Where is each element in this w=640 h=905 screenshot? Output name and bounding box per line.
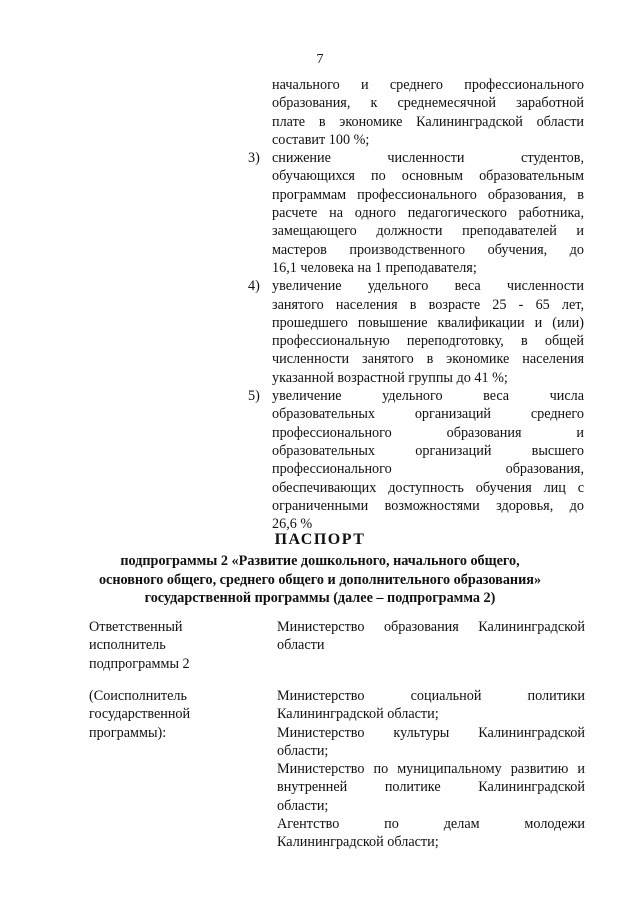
text-line: численности занятого в экономике населения: [272, 351, 584, 368]
text-line: увеличение удельного веса числа: [272, 388, 584, 405]
list-item-3: [248, 149, 584, 277]
text-line: расчете на одного педагогического работника,: [272, 205, 584, 222]
text-line: начального и среднего профессионального: [272, 77, 584, 93]
text-line: профессионального образования,: [272, 461, 584, 478]
text-line: подпрограммы 2: [89, 655, 190, 672]
text-line: составит 100 %;: [272, 131, 370, 148]
text-line: 26,6 %: [272, 516, 313, 533]
passport-row-value: [277, 618, 585, 655]
text-line: Министерство культуры Калининградской: [277, 724, 585, 741]
text-line: снижение численности студентов,: [272, 150, 584, 167]
passport-row-label: [89, 618, 239, 673]
text-line: занятого населения в возрасте 25 - 65 лет,: [272, 296, 584, 313]
passport-row-label: [89, 687, 239, 742]
text-line: 16,1 человека на 1 преподавателя;: [272, 259, 477, 276]
text-line: исполнитель: [89, 637, 166, 654]
text-line: (Соисполнитель: [89, 688, 187, 704]
page-number: 7: [316, 52, 324, 67]
text-line: ограниченными возможностями здоровья, до: [272, 497, 584, 514]
text-line: образовательных организаций высшего: [272, 442, 584, 459]
text-line: замещающего должности преподавателей и: [272, 223, 584, 240]
text-line: профессиональную переподготовку, в общей: [272, 333, 584, 350]
list-marker: 4): [248, 278, 260, 295]
text-line: обеспечивающих доступность обучения лиц с: [272, 479, 584, 496]
text-line: Министерство образования Калининградской: [277, 619, 585, 635]
text-line: Агентство по делам молодежи: [277, 816, 585, 833]
text-line: программам профессионального образования, в: [272, 186, 584, 203]
passport-subtitle-line: основного общего, среднего общего и дополнительного образования»: [98, 571, 542, 588]
passport-heading: [0, 530, 640, 608]
numbered-list: [248, 76, 584, 533]
text-line: прошедшего повышение квалификации и (или): [272, 314, 584, 331]
list-item-5: [248, 387, 584, 533]
text-line: внутренней политике Калининградской: [277, 779, 585, 796]
text-line: Министерство по муниципальному развитию и: [277, 761, 585, 778]
text-line: программы):: [89, 724, 167, 741]
text-line: мастеров производственного обучения, до: [272, 241, 584, 258]
passport-title: ПАСПОРТ: [274, 531, 366, 548]
text-line: плате в экономике Калининградской области: [272, 113, 584, 130]
passport-subtitle-line: государственной программы (далее – подпрограмма 2): [144, 590, 496, 607]
list-marker: 3): [248, 150, 260, 167]
text-line: Ответственный: [89, 619, 183, 635]
text-line: образовательных организаций среднего: [272, 406, 584, 423]
text-line: обучающихся по основным образовательным: [272, 168, 584, 185]
text-line: образования, к среднемесячной заработной: [272, 95, 584, 112]
text-line: области: [277, 637, 325, 654]
text-line: государственной: [89, 706, 191, 723]
text-line: профессионального образования и: [272, 424, 584, 441]
passport-subtitle-line: подпрограммы 2 «Развитие дошкольного, начального общего,: [120, 553, 520, 569]
text-line: Калининградской области;: [277, 834, 439, 851]
text-line: Калининградской области;: [277, 706, 439, 723]
text-line: указанной возрастной группы до 41 %;: [272, 369, 508, 386]
text-line: Министерство социальной политики: [277, 688, 585, 704]
list-item-continued: [248, 76, 584, 149]
list-marker: 5): [248, 388, 260, 405]
list-item-4: [248, 277, 584, 387]
text-line: области;: [277, 797, 329, 814]
passport-row-value: [277, 687, 585, 852]
text-line: области;: [277, 742, 329, 759]
text-line: увеличение удельного веса численности: [272, 278, 584, 295]
